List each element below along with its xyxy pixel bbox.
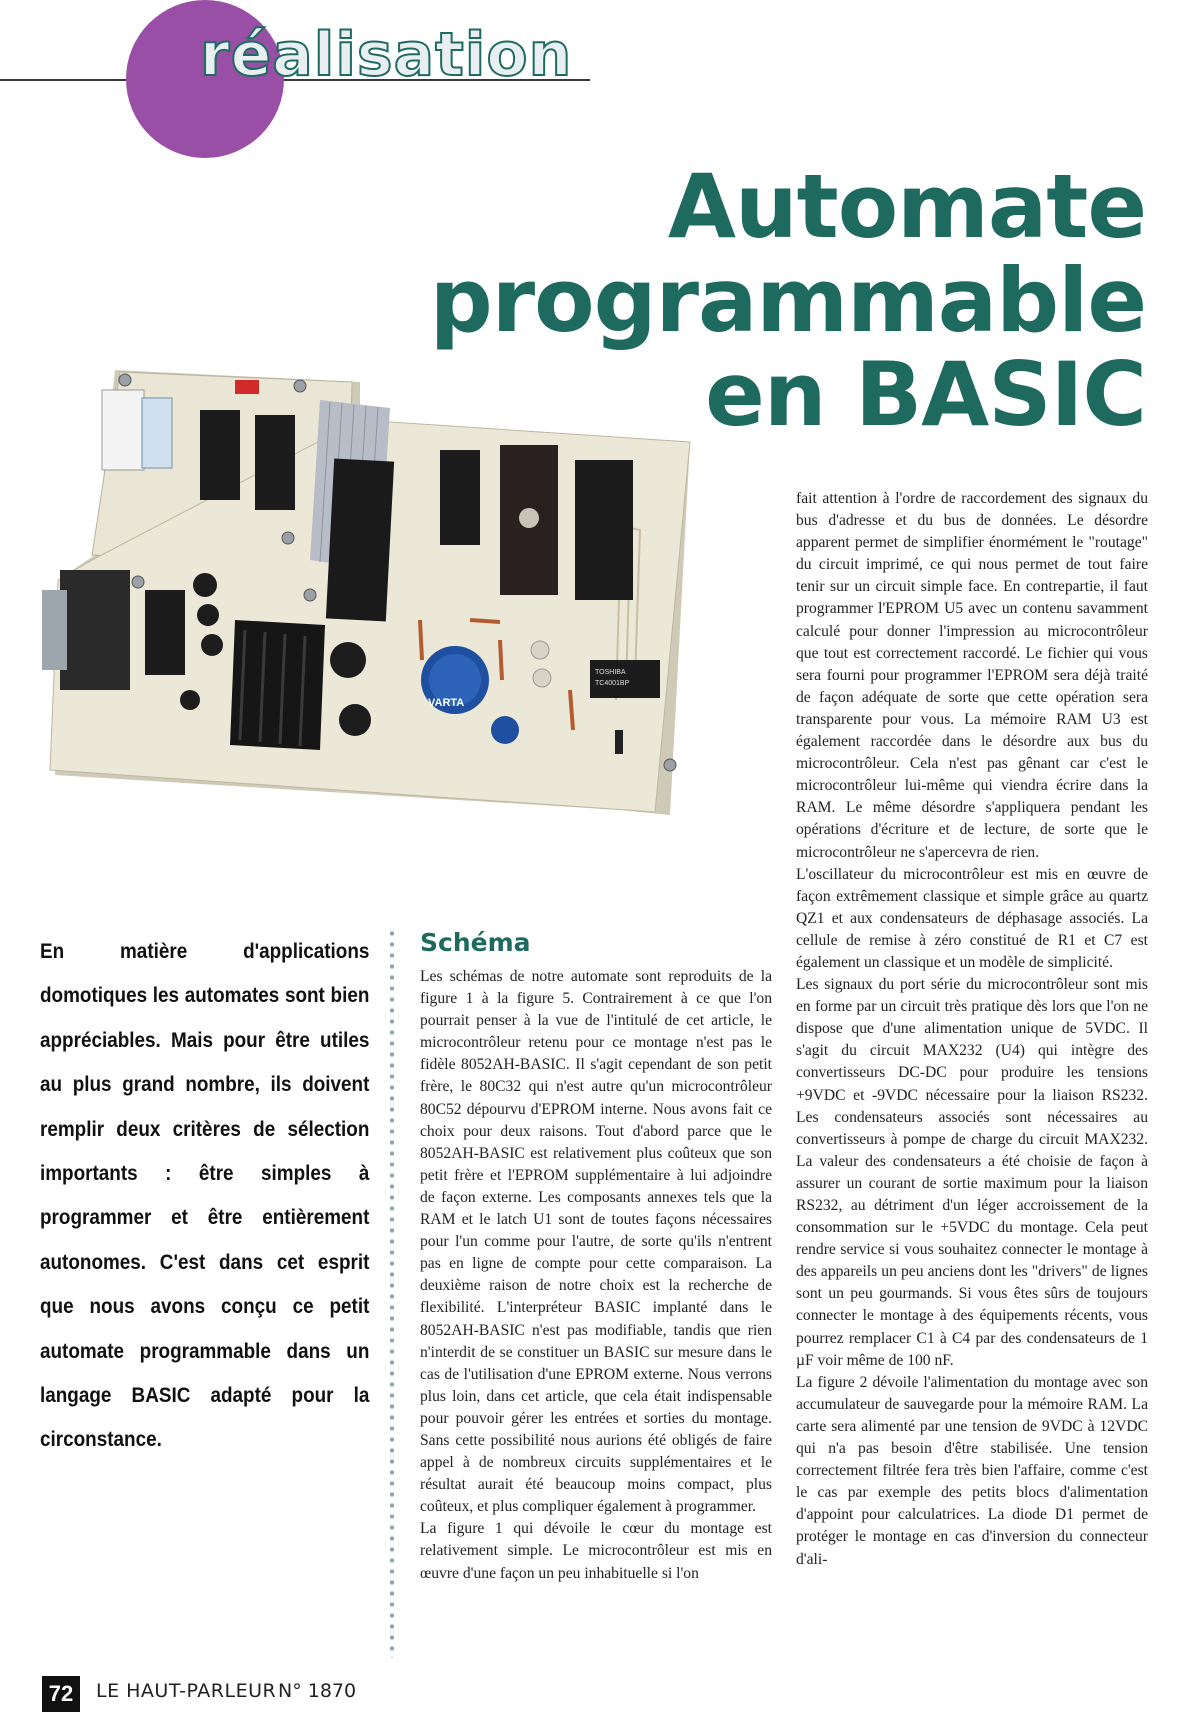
body-paragraph: Les schémas de notre automate sont reproduits de la figure 1 à la figure 5. Contrairement à ce que l'on pourrait penser à la vue de l'intitulé de cet article, le microcontrôleur retenu pour ce montage n'est pas le fidèle 8052AH-BASIC. Il s'agit cependant de son petit frère, le 80C32 qui n'est autre qu'un microcontrôleur 80C52 dépourvu d'EPROM interne. Nous avons fait ce choix pour deux raisons. Tout d'abord parce que le 8052AH-BASIC est relativement plus coûteux que son petit frère et l'EPROM supplémentaire à lui adjoindre de façon externe. Les composants annexes tels que la RAM et le latch U1 sont de toutes façons nécessaires pour l'un comme pour l'autre, de sorte qu'ils n'entrent pas en ligne de compte pour cette comparaison. La deuxième raison de notre choix est la recherche de flexibilité. L'interpréteur BASIC implanté dans le 8052AH-BASIC n'est pas modifiable, tandis que rien n'interdit de se constituer un BASIC sur mesure dans le cas de l'utilisation d'une EPROM externe. Nous verrons plus loin, dans cet article, que cela était indispensable pour pouvoir gérer les entrées et sorties du montage. Sans cette possibilité nous aurions été obligés de faire appel à de nombreux circuits supplémentaires et le résultat aurait été beaucoup moins compact, plus coûteux, et plus compliquer également à programmer. <box>420 968 772 1516</box>
title-line-2: programmable <box>429 249 1146 352</box>
body-paragraph: La figure 1 qui dévoile le cœur du montage est relativement simple. Le microcontrôleur est mis en œuvre d'une façon un peu inhabituelle si l'on <box>420 1520 772 1582</box>
issue-number: N° 1870 <box>278 1680 357 1702</box>
magazine-name: LE HAUT-PARLEUR <box>96 1680 277 1702</box>
title-line-1: Automate <box>667 155 1146 258</box>
body-column-middle <box>420 928 772 1585</box>
section-heading: Schéma <box>420 928 531 957</box>
body-paragraph: Les signaux du port série du microcontrôleur sont mis en forme par un circuit très pratique dès lors que l'on ne dispose que d'une alimentation unique de 5VDC. Il s'agit du circuit MAX232 (U4) qui intègre des convertisseurs DC-DC pour produire les tensions +9VDC et -9VDC nécessaire pour la liaison RS232. Les condensateurs associés sont nécessaires au convertisseurs à pompe de charge du circuit MAX232. La valeur des condensateurs a été choisie de façon à assurer un courant de sortie maximum pour la liaison RS232, au détriment d'un léger accroissement de la consommation sur le +5VDC du montage. Cela peut rendre service si vous souhaitez connecter le montage à des appareils un peu anciens dont les "drivers" de lignes sont un peu gourmands. Si vous êtes sûrs de toujours connecter le montage à des équipements récents, vous pourrez remplacer C1 à C4 par des condensateurs de 1 µF voir même de 100 nF. <box>796 976 1148 1369</box>
body-column-right <box>796 488 1148 1571</box>
page-number: 72 <box>42 1676 80 1712</box>
title-line-3: en BASIC <box>705 343 1146 446</box>
battery-label: VARTA <box>428 697 465 709</box>
chip-brand: TOSHIBA <box>595 669 626 676</box>
article-intro: En matière d'applications domotiques les automates sont bien appréciables. Mais pour être utiles au plus grand nombre, ils doivent remplir deux critères de sélection importants : être simples à programmer et être entièrement autonomes. C'est dans cet esprit que nous avons conçu ce petit automate programmable dans un langage BASIC adapté pour la circonstance. <box>40 940 370 1452</box>
circuit-board-photo <box>30 360 790 880</box>
body-paragraph: fait attention à l'ordre de raccordement des signaux du bus d'adresse et du bus de données. Le désordre apparent permet de simplifier énormément le "routage" du circuit imprimé, ce qui nous permet de tout faire tenir sur un circuit simple face. En contrepartie, il faut programmer l'EPROM U5 avec un contenu savamment calculé pour donner l'impression au microcontrôleur que tout est correctement raccordé. Le fichier qui vous sera fourni pour programmer l'EPROM sera déjà traité de façon adéquate de sorte que cette opération sera transparente pour vous. La mémoire RAM U3 est également raccordée dans le désordre aux bus du microcontrôleur. Cela n'est pas gênant car c'est le microcontrôleur lui-même qui viendra écrire dans la RAM. Le même désordre s'appliquera pendant les opérations d'écriture et de lecture, de sorte que le microcontrôleur ne s'apercevra de rien. <box>796 490 1148 861</box>
body-paragraph: L'oscillateur du microcontrôleur est mis en œuvre de façon extrêmement classique et simple grâce au quartz QZ1 et aux condensateurs de déphasage associés. La cellule de remise à zéro constitué de R1 et C7 est également un classique et un modèle de simplicité. <box>796 865 1148 971</box>
chip-reference: TC4001BP <box>595 680 630 687</box>
section-label: réalisation <box>200 20 573 90</box>
column-dot-separator <box>389 928 395 1658</box>
body-paragraph: La figure 2 dévoile l'alimentation du montage avec son accumulateur de sauvegarde pour la mémoire RAM. La carte sera alimenté par une tension de 9VDC à 12VDC qui n'a pas besoin d'être stabilisée. Une tension correctement filtrée fera très bien l'affaire, comme c'est le cas par exemple des petits blocs d'alimentation d'appoint pour calculatrices. La diode D1 permet de protéger le montage en cas d'inversion du connecteur d'ali- <box>796 1373 1148 1568</box>
